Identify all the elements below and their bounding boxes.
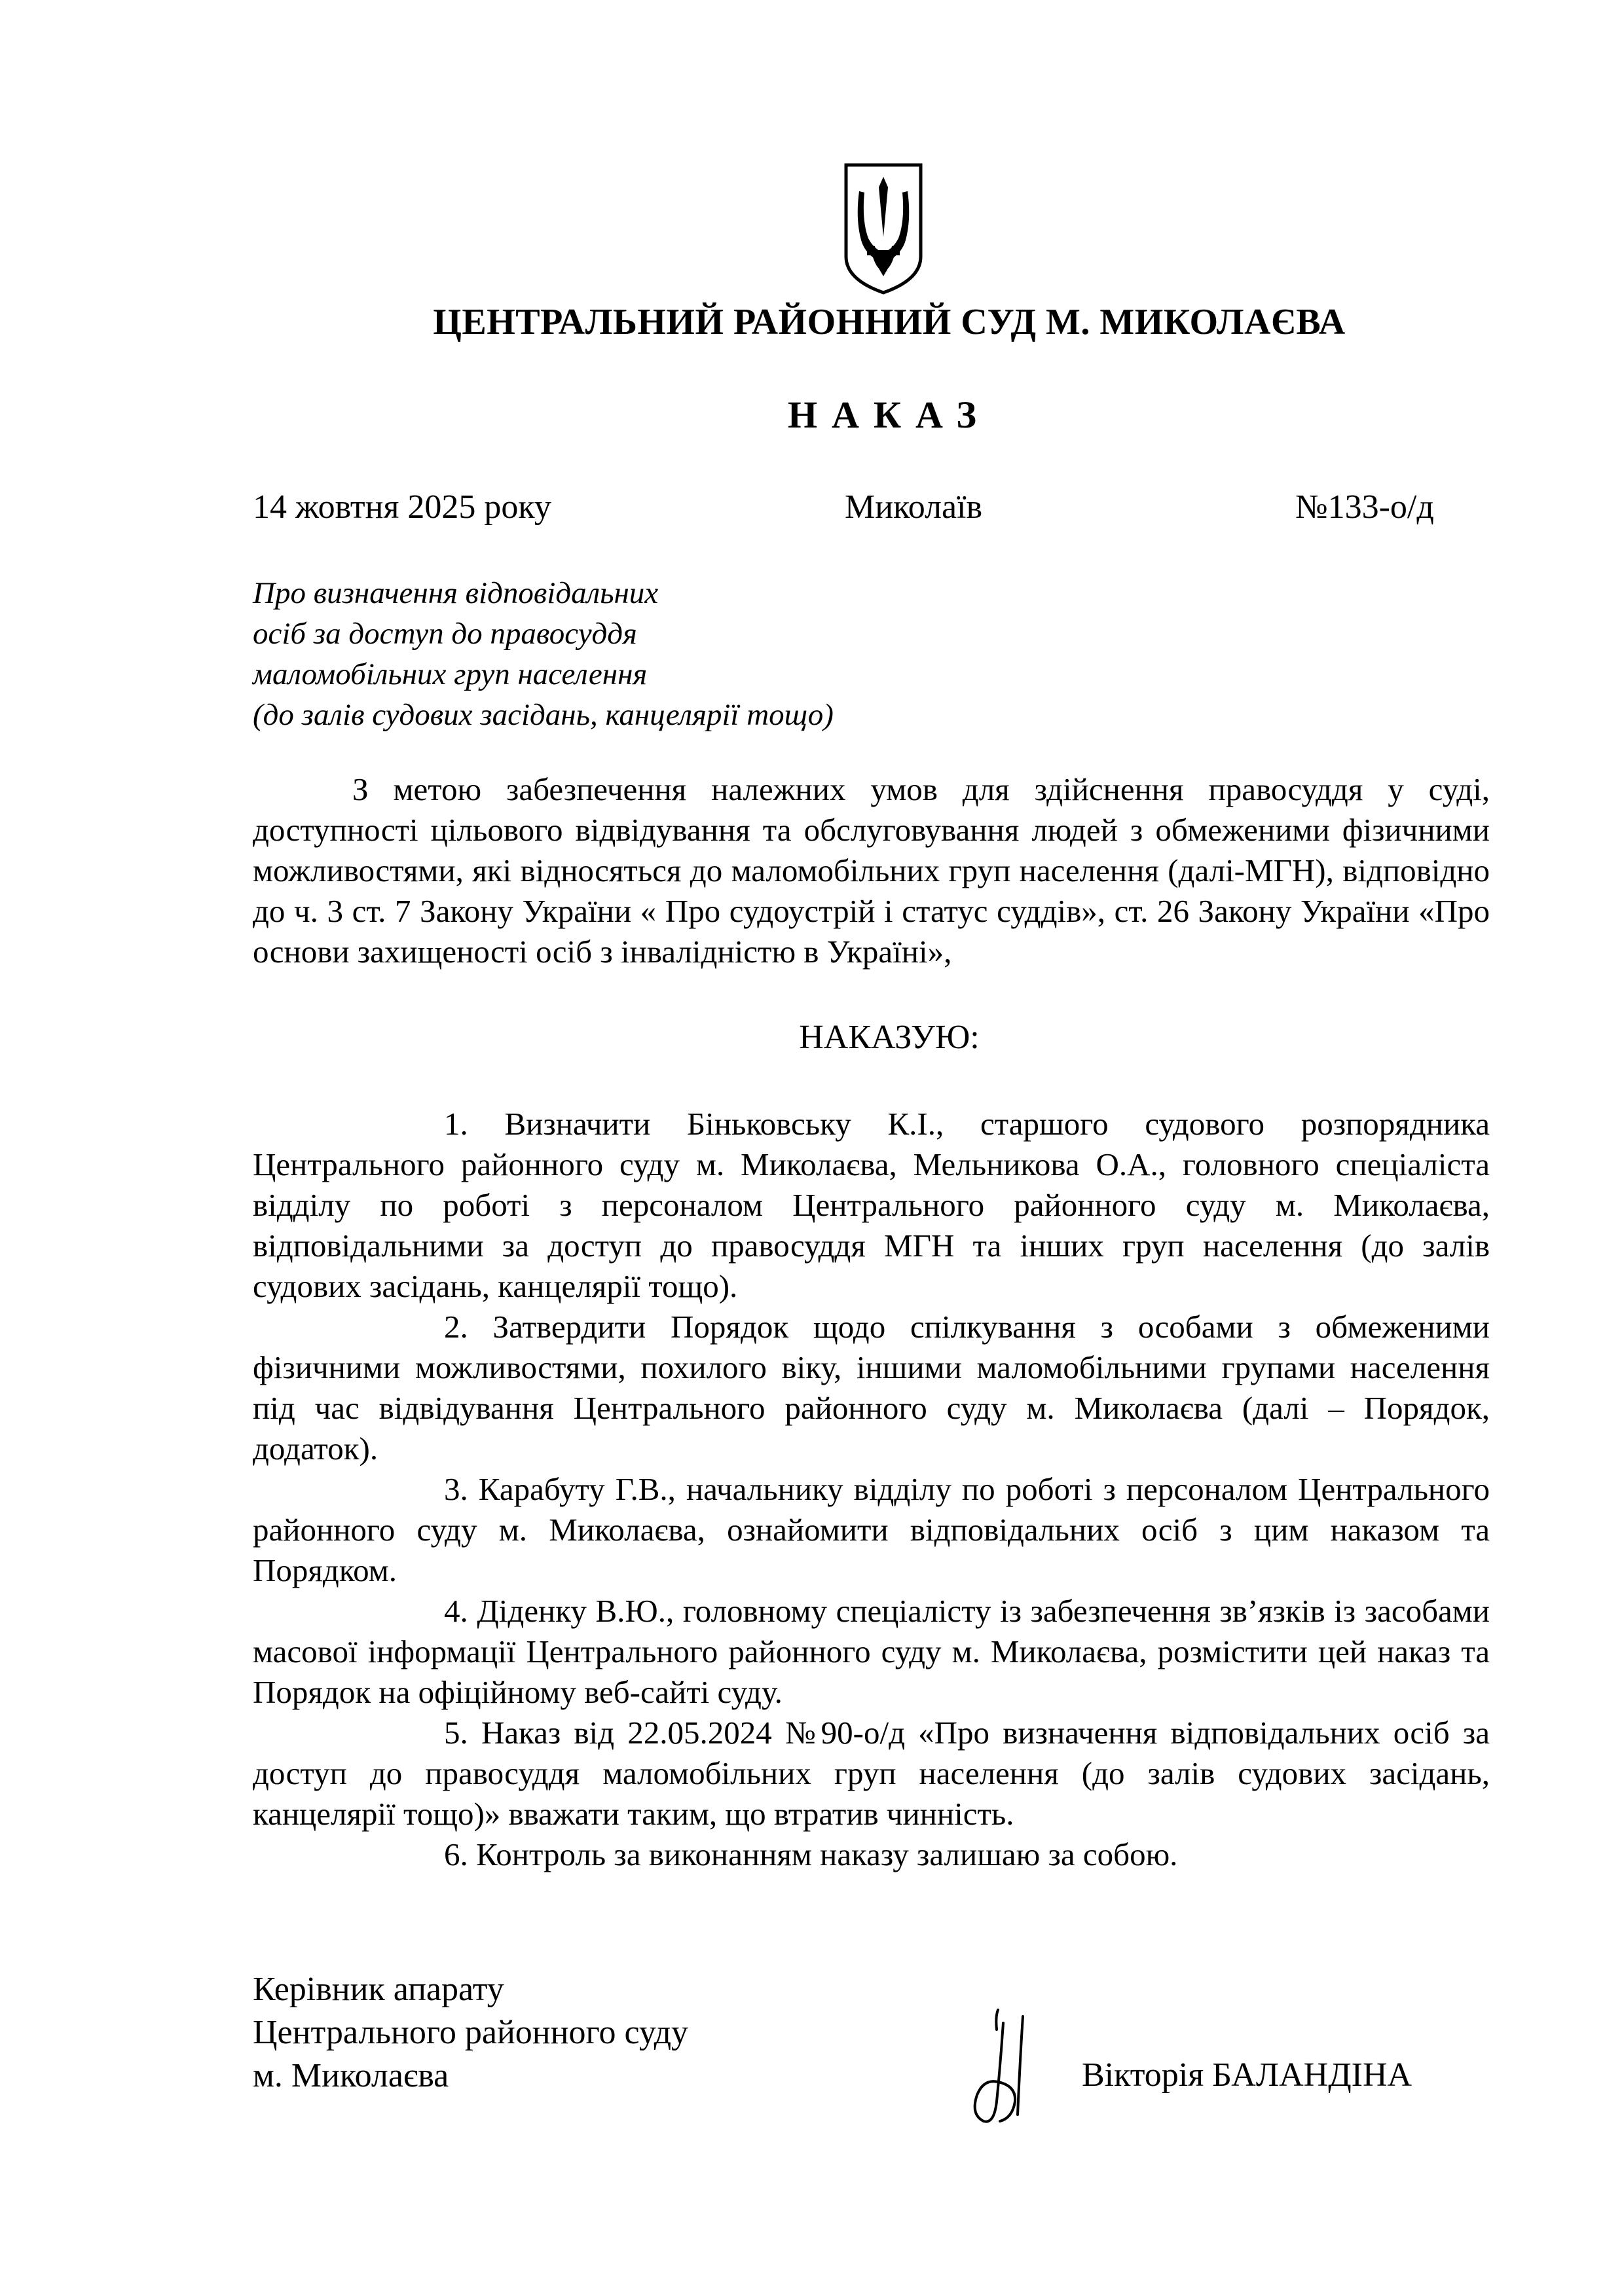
subject-line: (до залів судових засідань, канцелярії тощо) [253,698,834,732]
order-number: №133-о/д [1295,488,1434,526]
coat-of-arms-icon [841,158,926,297]
order-city: Миколаїв [845,488,983,526]
order-item [253,1469,1490,1591]
item-number: 2. [444,1309,468,1345]
item-text: Карабуту Г.В., начальнику відділу по роботі з персоналом Центрального районного суду м. Миколаєва, ознайомити відповідальних осіб з цим наказом та Порядком. [253,1471,1490,1588]
decree-heading: НАКАЗУЮ: [799,1019,980,1056]
item-number: 1. [444,1106,468,1142]
order-items [253,1104,1490,1875]
item-number: 5. [444,1715,468,1751]
subject-line: осіб за доступ до правосуддя [253,617,637,651]
item-text: Наказ від 22.05.2024 №90-о/д «Про визначення відповідальних осіб за доступ до правосуддя маломобільних груп населення (до залів судових засідань, канцелярії тощо)» вважати таким, що втратив чинність. [253,1715,1490,1832]
position-line: Керівник апарату [253,1971,504,2008]
order-item [253,1713,1490,1834]
subject-line: маломобільних груп населення [253,657,648,691]
order-date: 14 жовтня 2025 року [253,488,551,526]
position-line: м. Миколаєва [253,2057,449,2094]
item-text: Діденку В.Ю., головному спеціалісту із забезпечення зв’язків із засобами масової інформації Центрального районного суду м. Миколаєва, розмістити цей наказ та Порядок на офіційному веб-сайті суду. [253,1593,1490,1710]
order-item [253,1834,1490,1875]
item-number: 4. [444,1593,468,1629]
position-line: Центрального районного суду [253,2014,689,2051]
signer-name: Вікторія БАЛАНДІНА [1082,2056,1412,2094]
item-text: Затвердити Порядок щодо спілкування з особами з обмеженими фізичними можливостями, похилого віку, іншими маломобільними групами населення під час відвідування Центрального районного суду м. Миколаєва (далі – Порядок, додаток). [253,1309,1490,1467]
item-text: Контроль за виконанням наказу залишаю за собою. [476,1836,1178,1872]
subject-line: Про визначення відповідальних [253,576,659,610]
item-number: 3. [444,1471,468,1507]
order-item [253,1307,1490,1469]
item-number: 6. [444,1836,468,1872]
document-type: НАКАЗ [787,393,991,436]
order-item [253,1104,1490,1307]
signatory-position [253,1968,688,2098]
order-subject [253,573,834,735]
handwritten-signature [957,2003,1062,2134]
order-item [253,1591,1490,1713]
court-name: ЦЕНТРАЛЬНИЙ РАЙОННИЙ СУД М. МИКОЛАЄВА [433,302,1346,342]
intro-paragraph: З метою забезпечення належних умов для здійснення правосуддя у суді, доступності цільового відвідування та обслуговування людей з обмеженими фізичними можливостями, які відносяться до маломобільних груп населення (далі-МГН), відповідно до ч. 3 ст. 7 Закону України « Про судоустрій і статус суддів», ст. 26 Закону України «Про основи захищеності осіб з інвалідністю в Україні», [253,771,1490,970]
item-text: Визначити Біньковську К.І., старшого судового розпорядника Центрального районного суду м. Миколаєва, Мельникова О.А., головного спеціаліста відділу по роботі з персоналом Центрального районного суду м. Миколаєва, відповідальними за доступ до правосуддя МГН та інших груп населення (до залів судових засідань, канцелярії тощо). [253,1106,1490,1304]
